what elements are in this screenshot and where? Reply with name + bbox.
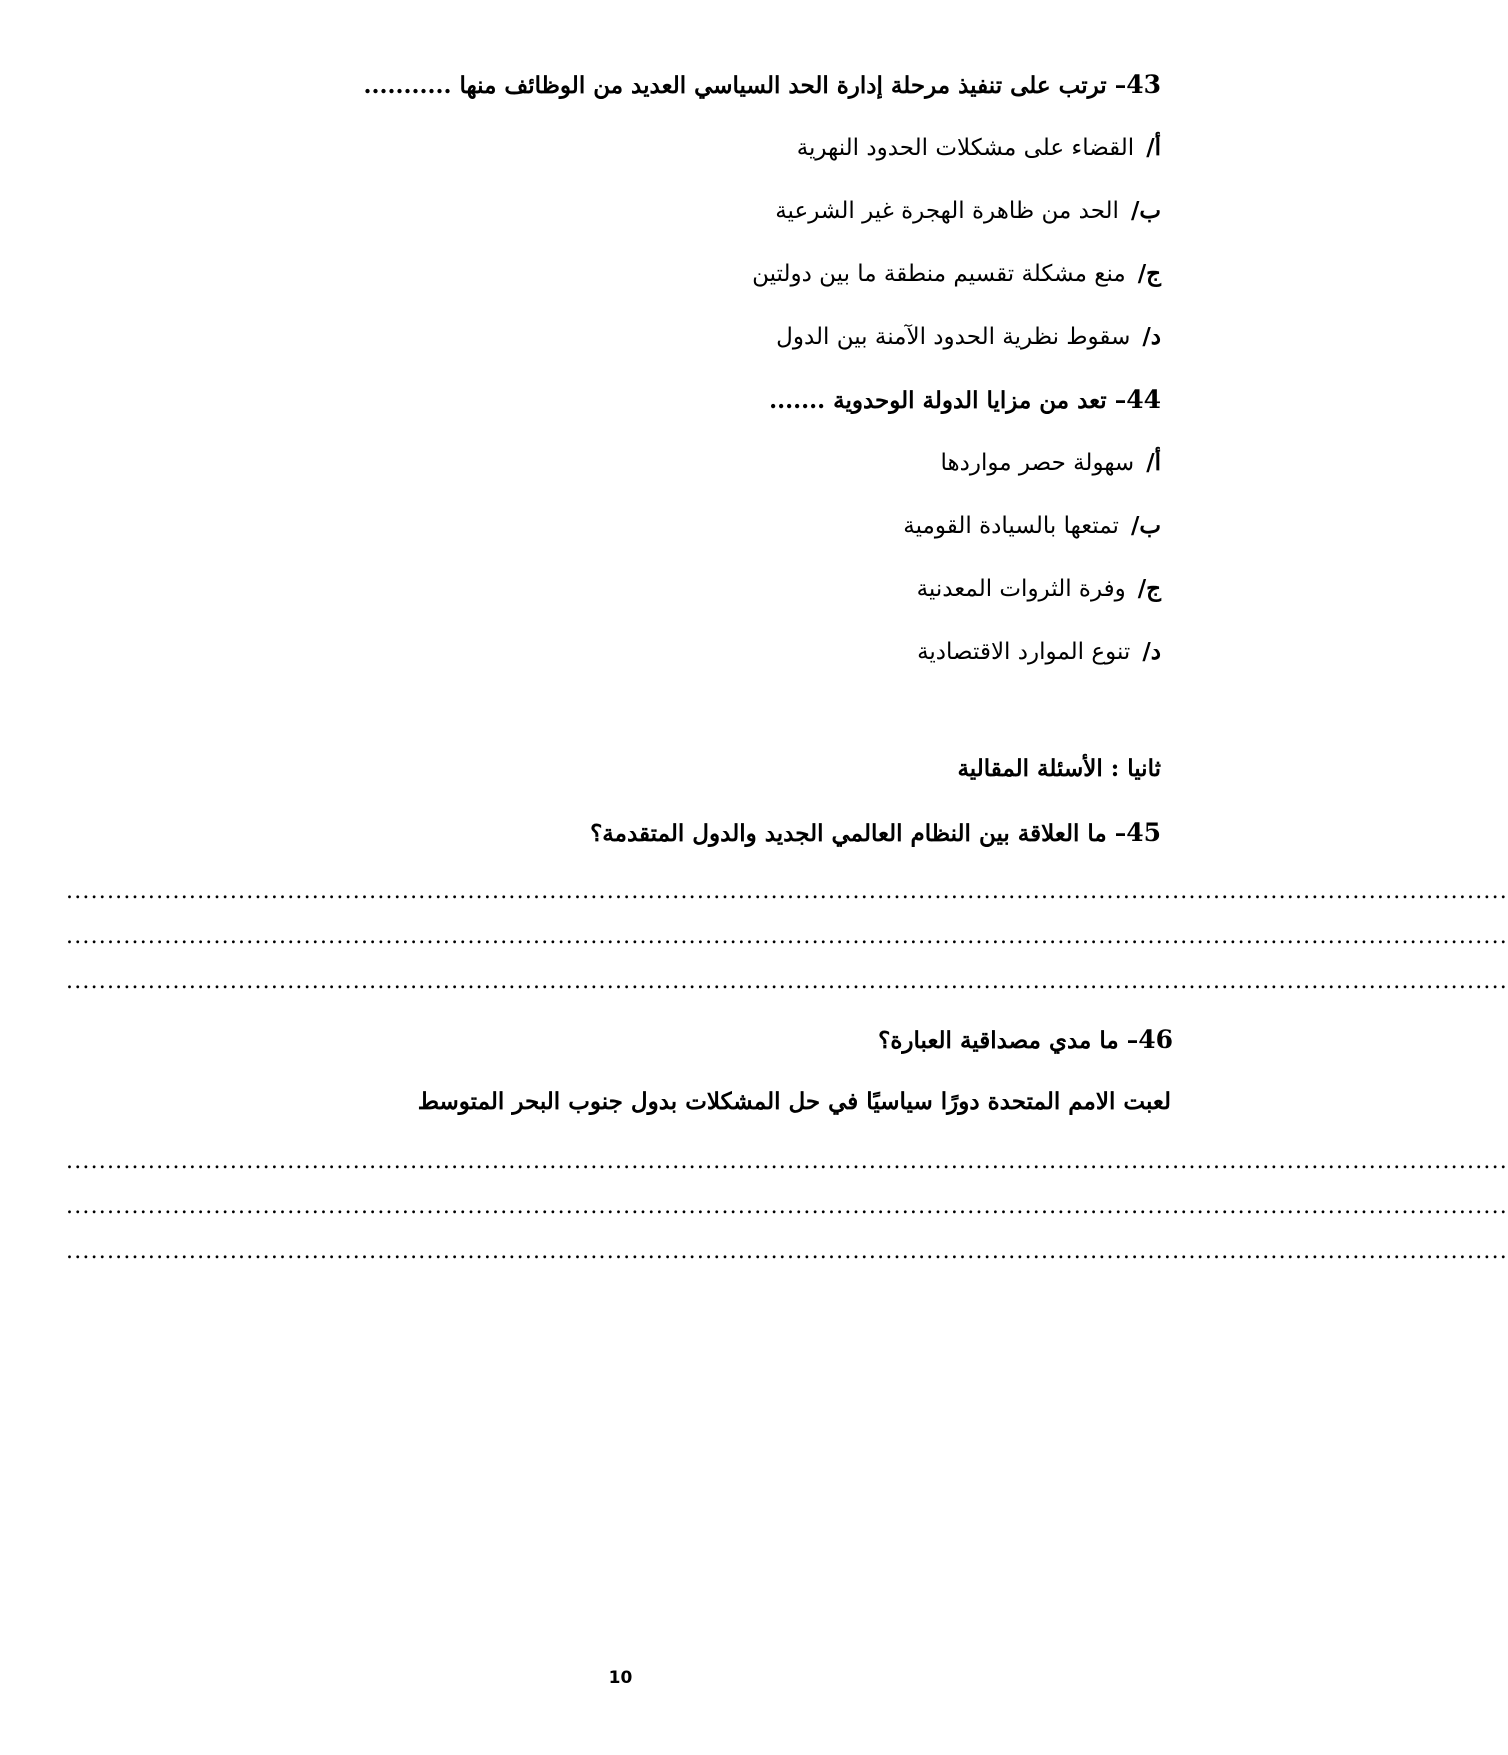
option-text: سقوط نظرية الحدود الآمنة بين الدول: [776, 324, 1131, 350]
option-mark: د/: [1142, 638, 1161, 665]
option-mark: ج/: [1137, 260, 1161, 287]
option-text: سهولة حصر مواردها: [940, 450, 1135, 476]
question-46: [60, 1025, 1173, 1054]
option-mark: د/: [1142, 323, 1161, 350]
question-43-option-b[interactable]: [60, 197, 1161, 224]
question-46-text: – ما مدي مصداقية العبارة؟: [878, 1027, 1139, 1054]
question-43: [60, 70, 1161, 99]
question-46-statement: لعبت الامم المتحدة دورًا سياسيًا في حل المشكلات بدول جنوب البحر المتوسط: [417, 1088, 1171, 1115]
option-text: وفرة الثروات المعدنية: [916, 576, 1126, 602]
option-mark: ب/: [1130, 197, 1161, 224]
question-44-option-c[interactable]: [60, 575, 1161, 602]
answer-line[interactable]: ................................................................................................................................................................................: [66, 1194, 1508, 1219]
answer-line[interactable]: ................................................................................................................................................................................: [66, 969, 1508, 994]
question-44-text: – تعد من مزايا الدولة الوحدوية .......: [769, 387, 1127, 414]
answer-line[interactable]: ................................................................................................................................................................................: [66, 1239, 1508, 1264]
option-text: تمتعها بالسيادة القومية: [903, 513, 1119, 539]
page-number: 10: [608, 1668, 633, 1688]
option-text: القضاء على مشكلات الحدود النهرية: [796, 135, 1135, 161]
question-44: [60, 385, 1161, 414]
option-text: منع مشكلة تقسيم منطقة ما بين دولتين: [752, 261, 1126, 287]
answer-line[interactable]: ................................................................................................................................................................................: [66, 924, 1508, 949]
option-mark: ج/: [1137, 575, 1161, 602]
question-43-text: – ترتب على تنفيذ مرحلة إدارة الحد السياسي العديد من الوظائف منها ...........: [363, 72, 1127, 99]
question-44-option-d[interactable]: [60, 638, 1161, 665]
answer-line[interactable]: ................................................................................................................................................................................: [66, 879, 1508, 904]
question-44-number: 44: [1126, 385, 1161, 414]
option-mark: ب/: [1130, 512, 1161, 539]
section-title: ثانيا : الأسئلة المقالية: [957, 755, 1161, 782]
question-44-option-b[interactable]: [60, 512, 1161, 539]
option-mark: أ/: [1146, 449, 1161, 476]
question-43-option-d[interactable]: [60, 323, 1161, 350]
question-44-option-a[interactable]: [60, 449, 1161, 476]
option-mark: أ/: [1146, 134, 1161, 161]
question-45-text: – ما العلاقة بين النظام العالمي الجديد والدول المتقدمة؟: [590, 820, 1127, 847]
option-text: تنوع الموارد الاقتصادية: [917, 639, 1131, 665]
question-43-option-c[interactable]: [60, 260, 1161, 287]
question-46-number: 46: [1138, 1025, 1173, 1054]
question-43-option-a[interactable]: [60, 134, 1161, 161]
question-45: [60, 818, 1161, 847]
answer-line[interactable]: ................................................................................................................................................................................: [66, 1149, 1508, 1174]
option-text: الحد من ظاهرة الهجرة غير الشرعية: [775, 198, 1119, 224]
question-45-number: 45: [1126, 818, 1161, 847]
question-43-number: 43: [1126, 70, 1161, 99]
